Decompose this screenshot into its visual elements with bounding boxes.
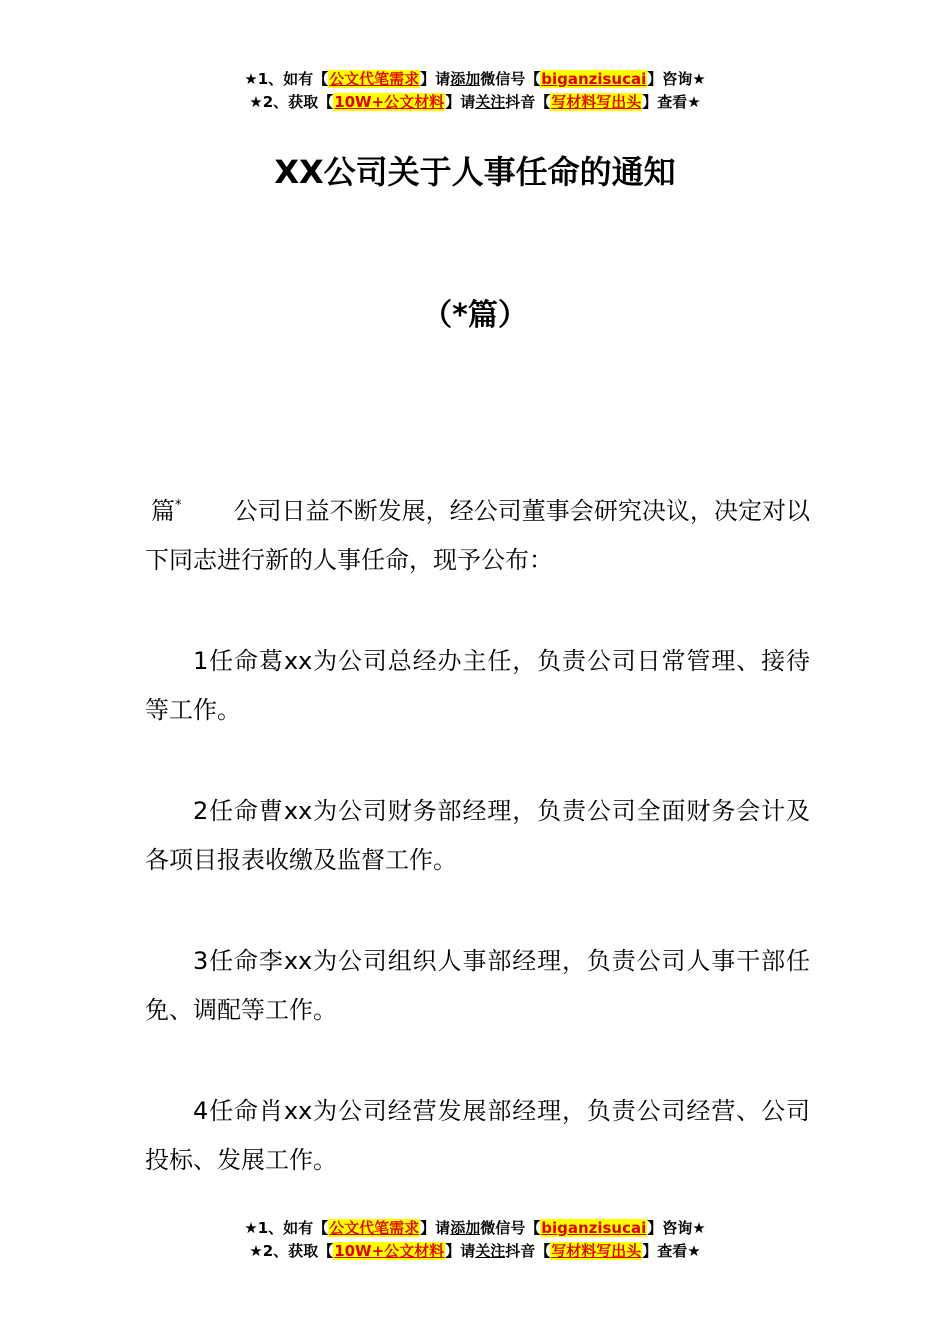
appointment-item-1: 1任命葛xx为公司总经办主任，负责公司日常管理、接待等工作。 — [145, 647, 810, 724]
banner-line-1: ★1、如有【公文代笔需求】请添加微信号【biganzisucai】咨询★ — [244, 1219, 706, 1237]
highlight-materials: 10W+公文材料 — [334, 93, 445, 111]
banner-line-2: ★2、获取【10W+公文材料】请关注抖音【写材料写出头】查看★ — [249, 93, 701, 111]
banner-line-2: ★2、获取【10W+公文材料】请关注抖音【写材料写出头】查看★ — [249, 1242, 701, 1260]
bottom-ad-banner — [0, 1217, 950, 1263]
highlight-wechat-id: biganzisucai — [541, 1219, 647, 1237]
appointment-item-3: 3任命李xx为公司组织人事部经理，负责公司人事干部任免、调配等工作。 — [145, 947, 810, 1024]
document-title: XX公司关于人事任命的通知 — [274, 153, 676, 191]
highlight-materials: 10W+公文材料 — [334, 1242, 445, 1260]
banner-line-1: ★1、如有【公文代笔需求】请添加微信号【biganzisucai】咨询★ — [244, 70, 706, 88]
appointment-item-2: 2任命曹xx为公司财务部经理，负责公司全面财务会计及各项目报表收缴及监督工作。 — [145, 797, 810, 874]
section-label: 篇* — [151, 497, 182, 525]
highlight-wechat-id: biganzisucai — [541, 70, 647, 88]
highlight-ghostwriting: 公文代笔需求 — [329, 1219, 420, 1237]
highlight-ghostwriting: 公文代笔需求 — [329, 70, 420, 88]
appointment-item-4: 4任命肖xx为公司经营发展部经理，负责公司经营、公司投标、发展工作。 — [145, 1097, 810, 1174]
document-subtitle: （*篇） — [422, 298, 528, 333]
highlight-douyin: 写材料写出头 — [551, 1242, 642, 1260]
document-body — [145, 481, 810, 1237]
highlight-douyin: 写材料写出头 — [551, 93, 642, 111]
top-ad-banner — [0, 68, 950, 114]
intro-paragraph: 篇* 公司日益不断发展，经公司董事会研究决议，决定对以下同志进行新的人事任命，现予公布： — [145, 481, 810, 585]
